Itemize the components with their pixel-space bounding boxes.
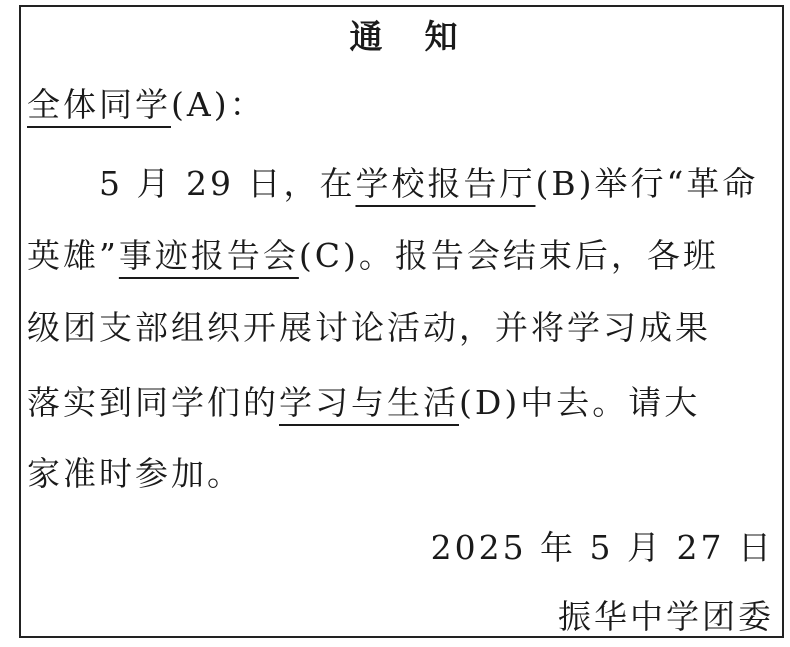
- body-line-3-text: 级团支部组织开展讨论活动，并将学习成果: [27, 308, 711, 347]
- body-line-1: [99, 164, 758, 204]
- date-text: 2025 年 5 月 27 日: [430, 528, 774, 567]
- notice-frame: [19, 5, 784, 638]
- salutation-line: [27, 85, 266, 125]
- notice-title: [21, 17, 786, 57]
- body-line-4: [27, 383, 700, 423]
- salutation-text: 全体同学: [27, 85, 171, 124]
- notice-signature: [558, 597, 774, 637]
- body-line-5-text: 家准时参加。: [27, 454, 243, 493]
- body-line-5: [27, 454, 243, 494]
- title-char-1: 通: [349, 17, 383, 56]
- notice-date: [431, 528, 774, 568]
- underlined-phrase-d: 学习与生活: [279, 383, 459, 422]
- body-line-3: [27, 308, 711, 348]
- body-line-2: [27, 236, 719, 276]
- body-line-2-post: (C)。报告会结束后，各班: [298, 236, 719, 275]
- body-line-1-post: (B)举行“革命: [535, 164, 759, 203]
- salutation-marker: (A)：: [171, 85, 266, 124]
- body-line-4-post: (D)中去。请大: [459, 383, 701, 422]
- underlined-phrase-c: 事迹报告会: [118, 236, 299, 275]
- body-line-1-pre: 5 月 29 日，在: [99, 164, 356, 203]
- signature-text: 振华中学团委: [558, 597, 774, 636]
- body-line-2-pre: 英雄”: [27, 236, 119, 275]
- title-char-2: 知: [424, 17, 458, 56]
- underlined-phrase-b: 学校报告厅: [355, 164, 536, 203]
- body-line-4-pre: 落实到同学们的: [27, 383, 279, 422]
